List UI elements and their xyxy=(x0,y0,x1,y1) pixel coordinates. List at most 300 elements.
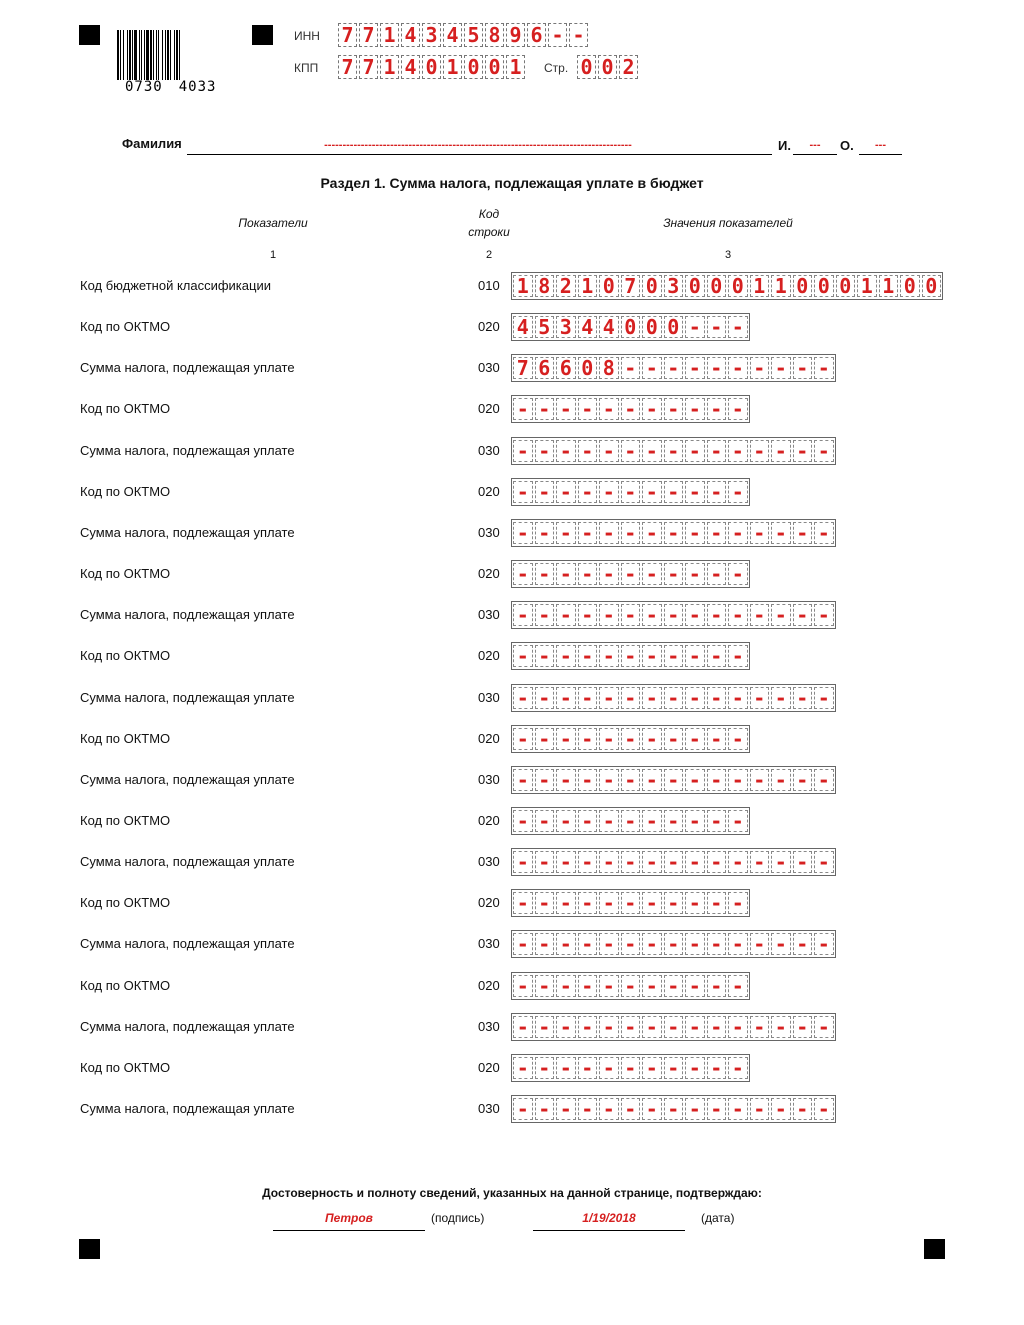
row-value-cell: - xyxy=(513,728,533,750)
row-value-cell: 1 xyxy=(578,275,598,297)
row-value-cell: - xyxy=(535,975,555,997)
barcode-bar xyxy=(174,30,175,80)
row-value-cell: - xyxy=(750,687,770,709)
row-code: 020 xyxy=(478,978,500,993)
row-value-cell: - xyxy=(535,728,555,750)
row-value-cell: - xyxy=(535,604,555,626)
row-value-cell: - xyxy=(728,1057,748,1079)
row-value-cell: - xyxy=(578,975,598,997)
row-value-cell: 0 xyxy=(599,275,619,297)
row-value-cell: 6 xyxy=(556,357,576,379)
row-value-cell: - xyxy=(707,1057,727,1079)
kpp-digit-cell: 0 xyxy=(464,55,483,79)
initial-i-label: И. xyxy=(778,138,791,153)
row-label: Код по ОКТМО xyxy=(80,731,171,746)
row-value-cell: - xyxy=(578,1057,598,1079)
row-value-cell: - xyxy=(664,769,684,791)
row-value-cell: - xyxy=(578,481,598,503)
row-value-cell: - xyxy=(599,769,619,791)
row-label: Код бюджетной классификации xyxy=(80,278,271,293)
row-value-cell: - xyxy=(771,522,791,544)
row-label: Код по ОКТМО xyxy=(80,978,171,993)
row-value-cell: - xyxy=(685,728,705,750)
row-value-cell: - xyxy=(642,481,662,503)
row-value-cell: - xyxy=(535,1057,555,1079)
row-code: 030 xyxy=(478,936,500,951)
row-value-cell: - xyxy=(578,728,598,750)
row-value-cell: - xyxy=(556,933,576,955)
row-value-cell: - xyxy=(685,440,705,462)
row-value-cell: - xyxy=(621,892,641,914)
row-value-cell: - xyxy=(599,975,619,997)
row-value-cell: - xyxy=(642,1016,662,1038)
row-value-cell: - xyxy=(513,398,533,420)
row-value-cell: - xyxy=(707,563,727,585)
row-value-cell: - xyxy=(599,851,619,873)
row-value-cell: - xyxy=(556,481,576,503)
row-value-cell: - xyxy=(642,851,662,873)
row-label: Код по ОКТМО xyxy=(80,401,171,416)
corner-marker-bottom-left xyxy=(79,1239,100,1259)
row-value-cell: - xyxy=(664,892,684,914)
col-head-values: Значения показателей xyxy=(663,216,793,230)
row-value-cells xyxy=(511,560,750,588)
surname-value: ------------------------------------------------------------------------------------ xyxy=(324,139,632,151)
row-value-cell: - xyxy=(664,398,684,420)
initial-o-label: О. xyxy=(840,138,854,153)
row-value-cell: - xyxy=(793,440,813,462)
barcode-bars xyxy=(117,30,239,80)
row-value-cell: - xyxy=(771,357,791,379)
row-value-cell: - xyxy=(599,1098,619,1120)
page-digit-cell: 2 xyxy=(619,55,638,79)
row-label: Сумма налога, подлежащая уплате xyxy=(80,360,295,375)
row-value-cell: - xyxy=(513,687,533,709)
row-value-cell: 4 xyxy=(599,316,619,338)
col-num-1: 1 xyxy=(269,249,277,261)
row-value-cell: - xyxy=(707,769,727,791)
row-value-cell: - xyxy=(814,522,834,544)
kpp-digit-cell: 7 xyxy=(338,55,357,79)
row-value-cell: - xyxy=(707,316,727,338)
row-value-cell: - xyxy=(728,357,748,379)
row-value-cells xyxy=(511,1095,836,1123)
row-label: Код по ОКТМО xyxy=(80,319,171,334)
row-value-cells xyxy=(511,272,943,300)
barcode-bar xyxy=(129,30,131,80)
row-value-cell: - xyxy=(685,1098,705,1120)
kpp-digit-cell: 4 xyxy=(401,55,420,79)
kpp-digit-cell: 1 xyxy=(443,55,462,79)
date-line xyxy=(533,1214,685,1231)
row-value-cell: - xyxy=(685,357,705,379)
initial-o-value: --- xyxy=(875,139,886,151)
row-value-cell: - xyxy=(771,1098,791,1120)
row-value-cell: - xyxy=(513,1016,533,1038)
row-value-cells xyxy=(511,684,836,712)
row-value-cell: - xyxy=(599,728,619,750)
row-value-cell: - xyxy=(814,687,834,709)
row-value-cell: - xyxy=(642,357,662,379)
row-value-cells xyxy=(511,313,750,341)
row-label: Код по ОКТМО xyxy=(80,813,171,828)
row-value-cell: - xyxy=(535,933,555,955)
barcode-bar xyxy=(170,30,171,80)
inn-digit-cell: 3 xyxy=(422,23,441,47)
page-digit-cell: 0 xyxy=(577,55,596,79)
row-value-cell: 0 xyxy=(707,275,727,297)
row-value-cell: - xyxy=(707,398,727,420)
barcode-digits-right: 4033 xyxy=(178,79,217,95)
row-value-cell: - xyxy=(642,563,662,585)
row-value-cell: - xyxy=(535,1016,555,1038)
row-value-cell: 0 xyxy=(814,275,834,297)
row-value-cell: - xyxy=(771,604,791,626)
row-code: 030 xyxy=(478,360,500,375)
row-value-cell: - xyxy=(535,769,555,791)
row-value-cell: - xyxy=(793,1098,813,1120)
barcode-bar xyxy=(134,30,137,80)
row-value-cell: - xyxy=(599,933,619,955)
row-code: 030 xyxy=(478,1101,500,1116)
row-value-cell: - xyxy=(728,851,748,873)
row-code: 030 xyxy=(478,854,500,869)
col-head-code-line2: строки xyxy=(468,225,510,239)
row-value-cell: - xyxy=(578,810,598,832)
row-value-cell: - xyxy=(814,769,834,791)
row-code: 030 xyxy=(478,1019,500,1034)
barcode-bar xyxy=(123,30,124,80)
row-value-cell: - xyxy=(685,604,705,626)
row-label: Сумма налога, подлежащая уплате xyxy=(80,936,295,951)
row-value-cell: - xyxy=(513,975,533,997)
row-value-cell: - xyxy=(814,851,834,873)
initial-i-value: --- xyxy=(809,139,821,151)
row-value-cell: - xyxy=(814,933,834,955)
row-value-cell: 0 xyxy=(642,275,662,297)
row-value-cell: 3 xyxy=(556,316,576,338)
row-value-cell: - xyxy=(707,810,727,832)
inn-digit-cell: 4 xyxy=(401,23,420,47)
row-value-cell: - xyxy=(642,933,662,955)
row-value-cell: - xyxy=(728,563,748,585)
date-caption: (дата) xyxy=(701,1211,735,1225)
row-value-cell: - xyxy=(578,892,598,914)
row-value-cell: 0 xyxy=(685,275,705,297)
row-value-cell: - xyxy=(535,810,555,832)
row-value-cell: - xyxy=(556,769,576,791)
row-value-cell: - xyxy=(664,604,684,626)
row-value-cell: - xyxy=(728,975,748,997)
row-value-cell: 1 xyxy=(771,275,791,297)
row-value-cell: - xyxy=(707,1016,727,1038)
row-value-cell: 0 xyxy=(642,316,662,338)
row-value-cell: - xyxy=(513,769,533,791)
row-value-cell: - xyxy=(642,522,662,544)
inn-digit-cell: 8 xyxy=(485,23,504,47)
row-value-cell: - xyxy=(728,604,748,626)
row-value-cell: - xyxy=(642,645,662,667)
row-label: Код по ОКТМО xyxy=(80,1060,171,1075)
row-code: 030 xyxy=(478,443,500,458)
barcode-bar xyxy=(127,30,128,80)
row-value-cell: 1 xyxy=(750,275,770,297)
row-value-cell: - xyxy=(814,604,834,626)
row-value-cell: - xyxy=(556,563,576,585)
row-code: 020 xyxy=(478,731,500,746)
row-value-cell: - xyxy=(556,604,576,626)
row-value-cell: - xyxy=(642,440,662,462)
row-value-cell: 5 xyxy=(535,316,555,338)
row-value-cell: - xyxy=(707,975,727,997)
corner-marker-bottom-right xyxy=(924,1239,945,1259)
row-value-cells xyxy=(511,642,750,670)
row-value-cell: - xyxy=(728,1016,748,1038)
row-value-cell: - xyxy=(750,440,770,462)
row-value-cell: - xyxy=(513,440,533,462)
kpp-digit-cell: 1 xyxy=(506,55,525,79)
row-value-cell: - xyxy=(535,892,555,914)
row-value-cell: - xyxy=(535,645,555,667)
barcode-bar xyxy=(117,30,119,80)
barcode xyxy=(117,30,239,96)
row-value-cell: - xyxy=(793,1016,813,1038)
row-value-cell: 0 xyxy=(900,275,920,297)
row-value-cell: 4 xyxy=(578,316,598,338)
corner-marker-top-right xyxy=(252,25,273,45)
row-value-cell: 1 xyxy=(513,275,533,297)
row-value-cell: - xyxy=(556,728,576,750)
row-value-cell: - xyxy=(621,563,641,585)
row-value-cell: - xyxy=(599,1057,619,1079)
row-value-cell: - xyxy=(556,1098,576,1120)
inn-digit-cell: 4 xyxy=(443,23,462,47)
confirmation-text: Достоверность и полноту сведений, указанных на данной странице, подтверждаю: xyxy=(262,1186,762,1200)
row-value-cell: - xyxy=(750,1016,770,1038)
row-value-cell: - xyxy=(728,810,748,832)
row-value-cell: - xyxy=(578,645,598,667)
signature-value: Петров xyxy=(325,1211,373,1225)
row-value-cell: - xyxy=(707,892,727,914)
row-value-cell: - xyxy=(535,563,555,585)
row-value-cell: - xyxy=(685,1057,705,1079)
row-code: 020 xyxy=(478,895,500,910)
row-value-cell: - xyxy=(685,810,705,832)
row-value-cell: - xyxy=(793,357,813,379)
row-value-cell: - xyxy=(771,851,791,873)
inn-digit-cell: 5 xyxy=(464,23,483,47)
row-value-cell: - xyxy=(750,933,770,955)
row-value-cells xyxy=(511,807,750,835)
kpp-label: КПП xyxy=(294,61,319,75)
row-label: Код по ОКТМО xyxy=(80,484,171,499)
barcode-bar xyxy=(150,30,152,80)
row-value-cell: - xyxy=(685,316,705,338)
row-value-cell: - xyxy=(642,604,662,626)
kpp-digit-cell: 0 xyxy=(422,55,441,79)
page-label: Стр. xyxy=(544,61,569,75)
row-value-cells xyxy=(511,437,836,465)
row-value-cell: - xyxy=(556,892,576,914)
row-value-cell: - xyxy=(621,357,641,379)
row-value-cell: - xyxy=(707,440,727,462)
row-value-cell: - xyxy=(750,1098,770,1120)
row-value-cell: - xyxy=(513,1057,533,1079)
barcode-bar xyxy=(156,30,157,80)
barcode-bar xyxy=(158,30,159,80)
row-label: Сумма налога, подлежащая уплате xyxy=(80,525,295,540)
row-value-cell: - xyxy=(814,1016,834,1038)
row-value-cell: - xyxy=(707,522,727,544)
barcode-bar xyxy=(144,30,145,80)
row-value-cell: - xyxy=(556,810,576,832)
row-value-cell: - xyxy=(728,933,748,955)
row-value-cell: - xyxy=(621,1098,641,1120)
row-value-cell: - xyxy=(621,975,641,997)
row-value-cell: - xyxy=(621,851,641,873)
row-value-cell: - xyxy=(513,563,533,585)
inn-digit-cell: 6 xyxy=(527,23,546,47)
row-value-cell: - xyxy=(707,687,727,709)
barcode-bar xyxy=(132,30,133,80)
row-value-cell: - xyxy=(728,892,748,914)
row-value-cell: - xyxy=(556,1016,576,1038)
row-value-cell: - xyxy=(771,440,791,462)
row-value-cell: - xyxy=(578,687,598,709)
row-value-cell: - xyxy=(728,398,748,420)
row-value-cells xyxy=(511,601,836,629)
row-value-cell: - xyxy=(664,851,684,873)
row-label: Код по ОКТМО xyxy=(80,566,171,581)
row-value-cell: - xyxy=(793,933,813,955)
row-value-cell: 1 xyxy=(857,275,877,297)
row-value-cell: - xyxy=(728,481,748,503)
row-code: 030 xyxy=(478,525,500,540)
row-value-cell: - xyxy=(621,645,641,667)
row-value-cell: - xyxy=(513,851,533,873)
row-value-cell: - xyxy=(513,645,533,667)
row-value-cell: - xyxy=(685,975,705,997)
row-value-cell: - xyxy=(642,892,662,914)
row-value-cell: - xyxy=(621,440,641,462)
row-label: Код по ОКТМО xyxy=(80,648,171,663)
row-value-cell: - xyxy=(664,563,684,585)
row-value-cell: - xyxy=(513,810,533,832)
row-value-cell: - xyxy=(707,604,727,626)
row-value-cells xyxy=(511,519,836,547)
row-value-cells xyxy=(511,766,836,794)
row-code: 030 xyxy=(478,772,500,787)
row-value-cell: - xyxy=(599,440,619,462)
row-value-cell: - xyxy=(664,687,684,709)
row-value-cell: - xyxy=(664,440,684,462)
row-value-cell: - xyxy=(621,687,641,709)
row-value-cell: - xyxy=(578,398,598,420)
row-value-cell: - xyxy=(599,1016,619,1038)
row-value-cell: - xyxy=(707,357,727,379)
row-value-cell: - xyxy=(685,563,705,585)
inn-digit-cell: - xyxy=(569,23,588,47)
row-value-cell: - xyxy=(728,1098,748,1120)
row-value-cell: - xyxy=(556,440,576,462)
row-value-cell: - xyxy=(685,645,705,667)
row-value-cell: 0 xyxy=(793,275,813,297)
row-value-cell: 0 xyxy=(728,275,748,297)
row-value-cell: - xyxy=(578,440,598,462)
inn-digit-cell: 7 xyxy=(359,23,378,47)
surname-label: Фамилия xyxy=(122,136,182,151)
row-value-cells xyxy=(511,478,750,506)
row-value-cell: 0 xyxy=(922,275,942,297)
row-value-cell: - xyxy=(621,810,641,832)
row-value-cell: - xyxy=(750,769,770,791)
row-code: 020 xyxy=(478,319,500,334)
row-value-cell: - xyxy=(685,892,705,914)
kpp-digit-cell: 0 xyxy=(485,55,504,79)
row-value-cell: - xyxy=(556,1057,576,1079)
row-value-cell: 8 xyxy=(535,275,555,297)
row-value-cell: - xyxy=(513,604,533,626)
row-label: Сумма налога, подлежащая уплате xyxy=(80,772,295,787)
date-value: 1/19/2018 xyxy=(582,1211,636,1225)
row-value-cell: - xyxy=(664,522,684,544)
inn-digit-cell: 9 xyxy=(506,23,525,47)
row-value-cell: - xyxy=(728,687,748,709)
row-value-cells xyxy=(511,395,750,423)
inn-digit-cell: - xyxy=(548,23,567,47)
row-value-cell: - xyxy=(599,563,619,585)
row-value-cell: - xyxy=(664,357,684,379)
row-value-cell: - xyxy=(621,481,641,503)
row-code: 030 xyxy=(478,690,500,705)
row-value-cell: - xyxy=(556,975,576,997)
col-num-3: 3 xyxy=(724,249,732,261)
row-value-cell: - xyxy=(707,645,727,667)
row-value-cell: - xyxy=(642,728,662,750)
barcode-bar xyxy=(179,30,180,80)
row-value-cell: - xyxy=(685,687,705,709)
row-value-cell: - xyxy=(750,851,770,873)
barcode-digits xyxy=(125,79,216,95)
inn-label: ИНН xyxy=(294,29,320,43)
row-value-cells xyxy=(511,1054,750,1082)
row-value-cell: - xyxy=(599,522,619,544)
row-value-cells xyxy=(511,930,836,958)
barcode-bar xyxy=(165,30,166,80)
row-value-cell: 0 xyxy=(621,316,641,338)
row-value-cell: - xyxy=(513,933,533,955)
row-value-cells xyxy=(511,889,750,917)
kpp-digit-cell: 7 xyxy=(359,55,378,79)
row-value-cell: - xyxy=(556,398,576,420)
barcode-bar xyxy=(162,30,163,80)
row-label: Сумма налога, подлежащая уплате xyxy=(80,607,295,622)
row-value-cell: - xyxy=(578,1016,598,1038)
row-value-cell: - xyxy=(578,933,598,955)
corner-marker-top-left xyxy=(79,25,100,45)
kpp-digit-cell: 1 xyxy=(380,55,399,79)
row-value-cells xyxy=(511,354,836,382)
row-value-cell: - xyxy=(814,1098,834,1120)
row-value-cell: - xyxy=(664,481,684,503)
row-value-cell: - xyxy=(642,687,662,709)
row-value-cell: - xyxy=(793,851,813,873)
signature-caption: (подпись) xyxy=(431,1211,485,1225)
row-value-cell: - xyxy=(685,522,705,544)
inn-digit-cell: 7 xyxy=(338,23,357,47)
barcode-bar xyxy=(146,30,149,80)
row-value-cell: - xyxy=(578,522,598,544)
